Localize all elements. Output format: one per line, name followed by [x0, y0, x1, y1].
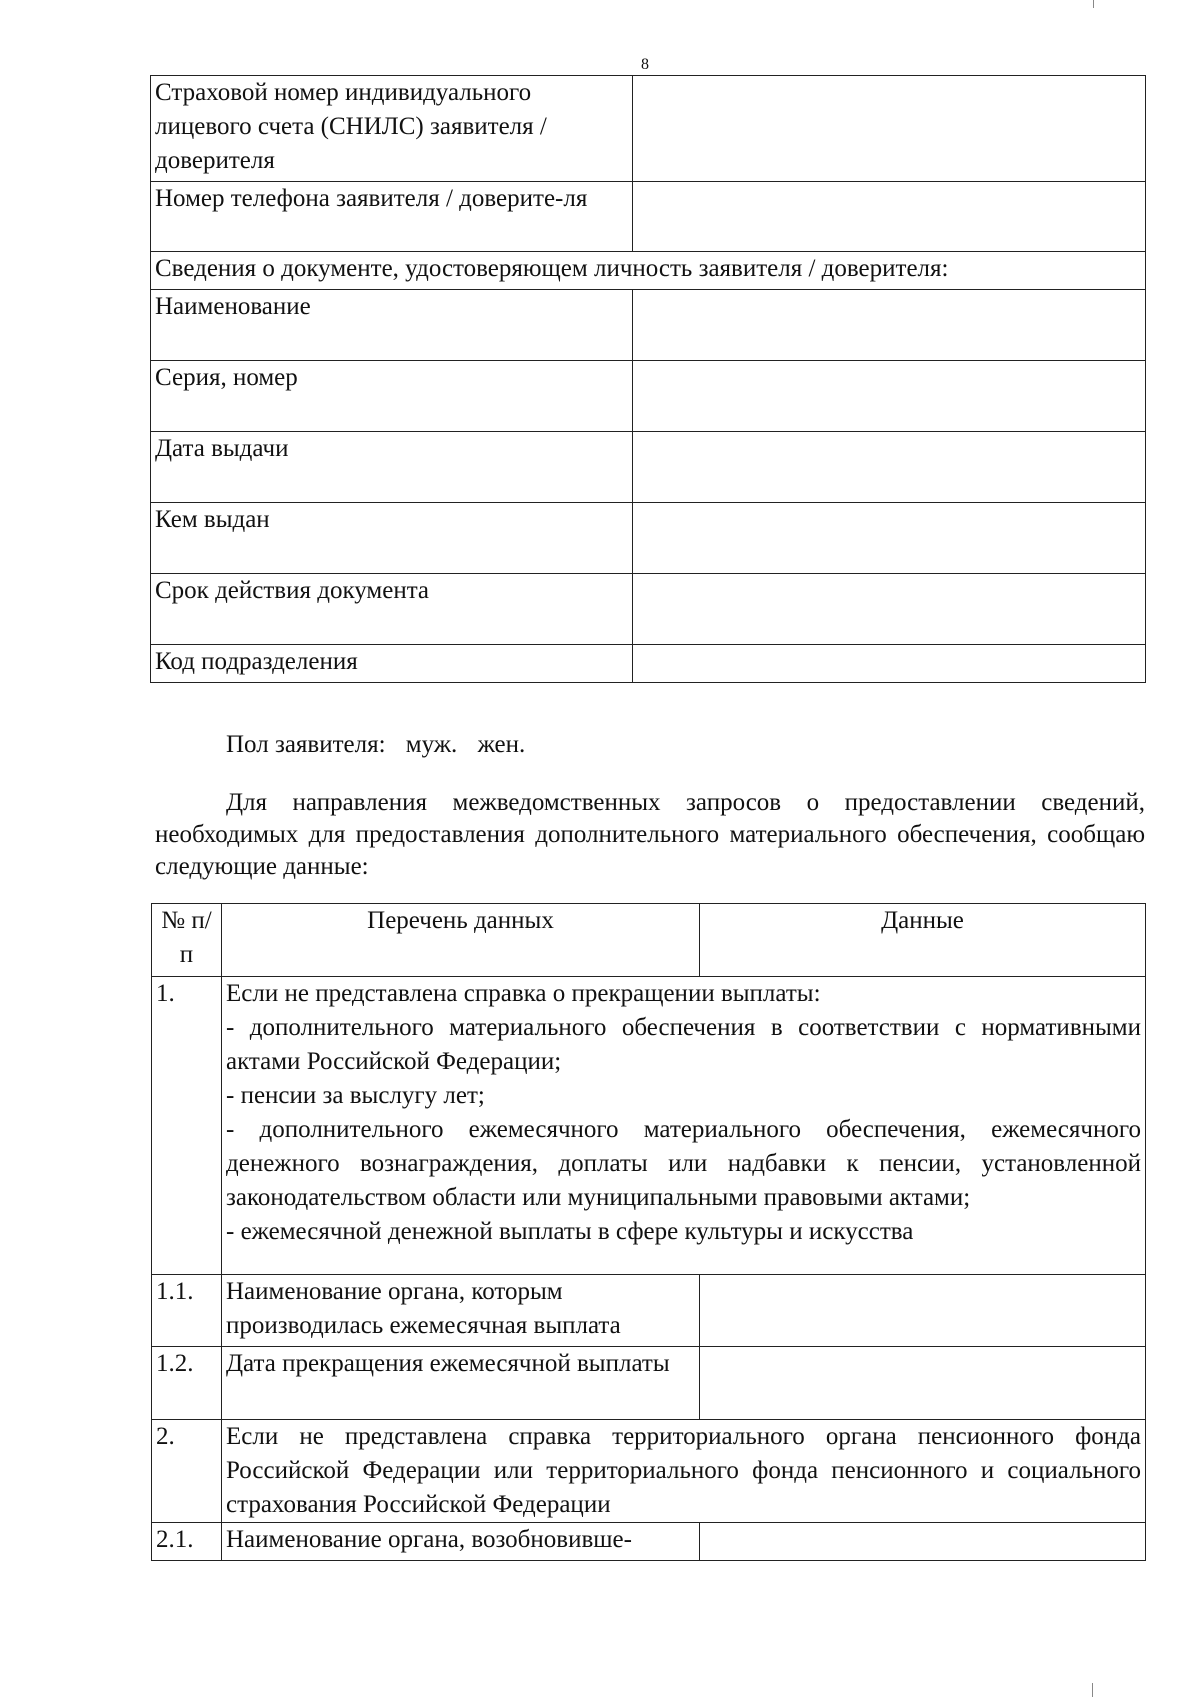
doc-validity-field[interactable] [633, 574, 1146, 645]
intro-paragraph: Для направления межведомственных запросов о предоставлении сведений, необходимых для предоставления дополнительного материального обеспечения, сообщаю следующие данные: [155, 789, 1145, 880]
doc-series-number-label: Серия, номер [151, 361, 633, 432]
header-number: № п/п [152, 904, 222, 977]
gender-label: Пол заявителя: [226, 731, 386, 758]
table-header-row [152, 904, 1146, 977]
division-code-field[interactable] [633, 645, 1146, 683]
header-data: Данные [700, 904, 1146, 977]
doc-name-field[interactable] [633, 290, 1146, 361]
doc-series-number-field[interactable] [633, 361, 1146, 432]
row1-text [222, 977, 1146, 1275]
table-row [151, 182, 1146, 252]
table-row [152, 977, 1146, 1275]
table-row [152, 1275, 1146, 1347]
request-data-table [151, 903, 1146, 1561]
doc-issue-date-label: Дата выдачи [151, 432, 633, 503]
row1-line: - дополнительного материального обеспечения в соответствии с нормативными актами Российской Федерации; [226, 1014, 1141, 1075]
phone-value-field[interactable] [633, 182, 1146, 252]
row-number: 1.1. [152, 1275, 222, 1347]
id-document-header: Сведения о документе, удостоверяющем личность заявителя / доверителя: [151, 252, 1146, 290]
payment-end-date-label: Дата прекращения ежемесячной выплаты [222, 1347, 700, 1420]
payment-end-date-field[interactable] [700, 1347, 1146, 1420]
doc-issued-by-label: Кем выдан [151, 503, 633, 574]
header-data-list: Перечень данных [222, 904, 700, 977]
gender-line [226, 728, 539, 762]
row1-line: - пенсии за выслугу лет; [226, 1082, 485, 1109]
resuming-authority-label: Наименование органа, возобновивше- [222, 1523, 700, 1561]
scan-mark [1092, 1683, 1093, 1697]
payment-authority-field[interactable] [700, 1275, 1146, 1347]
division-code-label: Код подразделения [151, 645, 633, 683]
applicant-info-table [150, 75, 1146, 683]
phone-label: Номер телефона заявителя / доверите-ля [151, 182, 633, 252]
doc-issue-date-field[interactable] [633, 432, 1146, 503]
table-row [151, 432, 1146, 503]
table-row [151, 252, 1146, 290]
table-row [151, 76, 1146, 182]
gender-male-option[interactable]: муж. [405, 731, 458, 758]
snils-label: Страховой номер индивидуального лицевого счета (СНИЛС) заявителя / доверителя [151, 76, 633, 182]
gender-female-option[interactable]: жен. [477, 731, 526, 758]
table-row [152, 1347, 1146, 1420]
doc-issued-by-field[interactable] [633, 503, 1146, 574]
table-row [151, 645, 1146, 683]
row1-line: Если не представлена справка о прекращении выплаты: [226, 980, 821, 1007]
table-row [152, 1523, 1146, 1561]
table-row [151, 574, 1146, 645]
table-row [152, 1420, 1146, 1523]
row-number: 1.2. [152, 1347, 222, 1420]
table-row [151, 290, 1146, 361]
payment-authority-label: Наименование органа, которым производилась ежемесячная выплата [222, 1275, 700, 1347]
table-row [151, 361, 1146, 432]
page-number: 8 [641, 56, 649, 73]
resuming-authority-field[interactable] [700, 1523, 1146, 1561]
doc-validity-label: Срок действия документа [151, 574, 633, 645]
row-number: 2.1. [152, 1523, 222, 1561]
row1-line: - дополнительного ежемесячного материального обеспечения, ежемесячного денежного вознаграждения, доплаты или надбавки к пенсии, установленной законодательством области или муниципальными правовыми актами; [226, 1116, 1141, 1211]
scan-mark [1093, 0, 1094, 8]
row-number: 2. [152, 1420, 222, 1523]
doc-name-label: Наименование [151, 290, 633, 361]
row2-text: Если не представлена справка территориального органа пенсионного фонда Российской Федерации или территориального фонда пенсионного и социального страхования Российской Федерации [222, 1420, 1146, 1523]
snils-value-field[interactable] [633, 76, 1146, 182]
table-row [151, 503, 1146, 574]
row1-line: - ежемесячной денежной выплаты в сфере культуры и искусства [226, 1218, 914, 1245]
row-number: 1. [152, 977, 222, 1275]
